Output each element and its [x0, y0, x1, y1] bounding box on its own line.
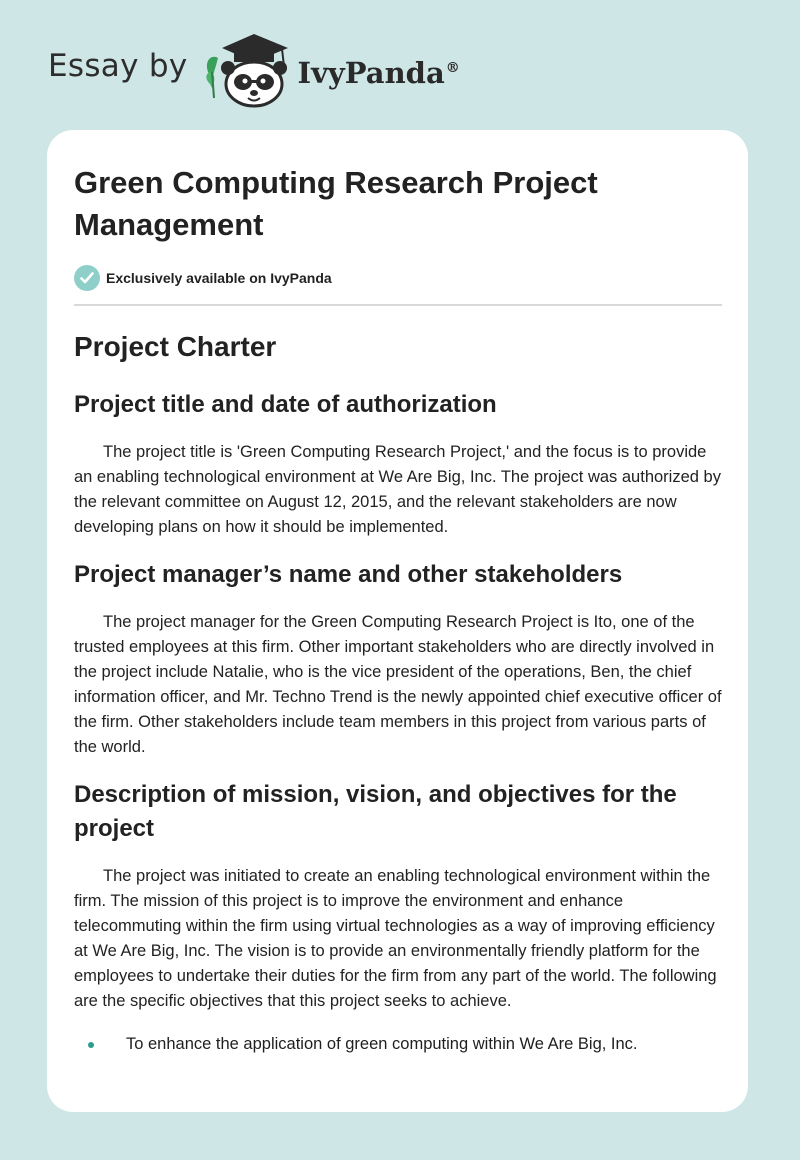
list-item-text: To enhance the application of green computing within We Are Big, Inc. — [126, 1035, 638, 1053]
section-main-heading: Project Charter — [74, 331, 277, 362]
badge-text: Exclusively available on IvyPanda — [106, 270, 332, 286]
title-divider — [74, 304, 722, 306]
section-paragraph: The project was initiated to create an enabling technological environment within the firm. The mission of this project is to improve the environment and enhance telecommuting within the firm using virtual technologies as a way of improving efficiency at We Are Big, Inc. The vision is to provide an environmentally friendly platform for the employees to undertake their duties for the firm from any part of the world. The following are the specific objectives that this project seeks to achieve. — [74, 867, 717, 1010]
exclusive-badge — [74, 264, 722, 292]
section-paragraph: The project title is 'Green Computing Research Project,' and the focus is to provide an enabling technological environment at We Are Big, Inc. The project was authorized by the relevant committee on August 12, 2015, and the relevant stakeholders are now developing plans on how it should be implemented. — [74, 443, 721, 536]
bullet-dot-icon — [88, 1042, 94, 1048]
brand-prefix: Essay by — [48, 48, 188, 84]
essay-card — [47, 130, 748, 1112]
check-circle-icon — [74, 265, 100, 291]
panda-graduate-icon[interactable] — [202, 32, 294, 108]
brand-name[interactable] — [298, 56, 460, 90]
list-item — [74, 1032, 722, 1057]
objectives-list — [74, 1032, 722, 1057]
page-title: Green Computing Research Project Management — [74, 165, 598, 242]
section-paragraph: The project manager for the Green Computing Research Project is Ito, one of the trusted employees at this firm. Other important stakeholders who are directly involved in the project include Natalie, who is the vice president of the operations, Ben, the chief information officer, and Mr. Techno Trend is the newly appointed chief executive officer of the firm. Other stakeholders include team members in this project from various parts of the world. — [74, 613, 722, 756]
section-heading: Project manager’s name and other stakeholders — [74, 561, 623, 588]
brand-name-text: IvyPanda — [297, 56, 445, 90]
section-heading: Project title and date of authorization — [74, 391, 497, 418]
site-header — [48, 32, 460, 108]
section-heading: Description of mission, vision, and objectives for the project — [74, 781, 677, 842]
brand-registered-mark: ® — [445, 60, 460, 77]
